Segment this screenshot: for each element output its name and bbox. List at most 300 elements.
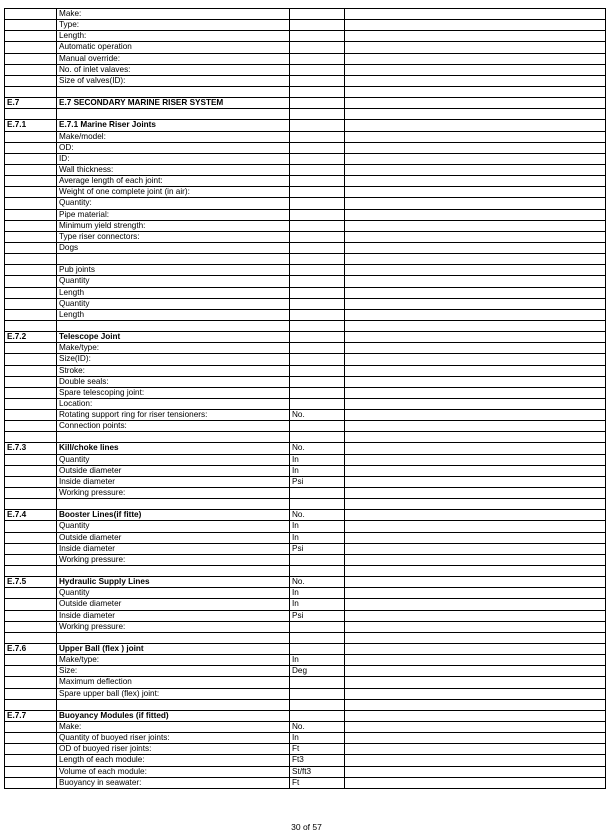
table-row <box>5 320 606 331</box>
table-row <box>5 354 606 365</box>
item-label-cell: Buoyancy Modules (if fitted) <box>57 710 290 721</box>
section-number-cell <box>5 566 57 577</box>
unit-cell <box>290 131 345 142</box>
value-cell <box>345 86 606 97</box>
value-cell <box>345 777 606 788</box>
item-label-cell: Weight of one complete joint (in air): <box>57 187 290 198</box>
unit-cell <box>290 265 345 276</box>
unit-cell <box>290 86 345 97</box>
item-label-cell <box>57 254 290 265</box>
table-row <box>5 254 606 265</box>
section-number-cell <box>5 365 57 376</box>
section-number-cell <box>5 621 57 632</box>
value-cell <box>345 387 606 398</box>
item-label-cell: Make/model: <box>57 131 290 142</box>
section-number-cell <box>5 699 57 710</box>
section-header-row <box>5 443 606 454</box>
value-cell <box>345 176 606 187</box>
unit-cell <box>290 42 345 53</box>
section-header-row <box>5 710 606 721</box>
value-cell <box>345 488 606 499</box>
section-number-cell <box>5 465 57 476</box>
section-number-cell <box>5 599 57 610</box>
unit-cell: St/ft3 <box>290 766 345 777</box>
table-row <box>5 376 606 387</box>
item-label-cell: Double seals: <box>57 376 290 387</box>
item-label-cell: Make/type: <box>57 343 290 354</box>
unit-cell: Ft3 <box>290 755 345 766</box>
section-number-cell <box>5 354 57 365</box>
section-number-cell <box>5 532 57 543</box>
section-number-cell <box>5 488 57 499</box>
value-cell <box>345 265 606 276</box>
item-label-cell: Pub joints <box>57 265 290 276</box>
unit-cell: No. <box>290 510 345 521</box>
table-row <box>5 465 606 476</box>
item-label-cell: Spare telescoping joint: <box>57 387 290 398</box>
table-row <box>5 554 606 565</box>
section-header-row <box>5 644 606 655</box>
table-row <box>5 421 606 432</box>
section-number-cell <box>5 476 57 487</box>
value-cell <box>345 31 606 42</box>
section-header-row <box>5 98 606 109</box>
item-label-cell: Length <box>57 309 290 320</box>
value-cell <box>345 42 606 53</box>
section-number-cell <box>5 755 57 766</box>
unit-cell <box>290 9 345 20</box>
table-row <box>5 621 606 632</box>
unit-cell: In <box>290 521 345 532</box>
section-number-cell <box>5 610 57 621</box>
unit-cell <box>290 365 345 376</box>
table-row <box>5 432 606 443</box>
unit-cell <box>290 142 345 153</box>
value-cell <box>345 666 606 677</box>
section-number-cell <box>5 20 57 31</box>
unit-cell <box>290 644 345 655</box>
value-cell <box>345 722 606 733</box>
value-cell <box>345 309 606 320</box>
item-label-cell: Volume of each module: <box>57 766 290 777</box>
section-number-cell <box>5 287 57 298</box>
section-number-cell <box>5 376 57 387</box>
unit-cell: In <box>290 465 345 476</box>
value-cell <box>345 287 606 298</box>
unit-cell <box>290 354 345 365</box>
unit-cell <box>290 554 345 565</box>
unit-cell <box>290 209 345 220</box>
unit-cell <box>290 220 345 231</box>
section-header-row <box>5 120 606 131</box>
value-cell <box>345 432 606 443</box>
item-label-cell: Maximum deflection <box>57 677 290 688</box>
table-row <box>5 287 606 298</box>
item-label-cell: Manual override: <box>57 53 290 64</box>
section-number-cell: E.7.2 <box>5 332 57 343</box>
item-label-cell: E.7.1 Marine Riser Joints <box>57 120 290 131</box>
item-label-cell: Length: <box>57 31 290 42</box>
value-cell <box>345 655 606 666</box>
section-number-cell <box>5 398 57 409</box>
unit-cell <box>290 198 345 209</box>
section-number-cell <box>5 777 57 788</box>
section-number-cell <box>5 387 57 398</box>
section-number-cell <box>5 722 57 733</box>
item-label-cell: Quantity <box>57 276 290 287</box>
unit-cell <box>290 53 345 64</box>
section-number-cell: E.7 <box>5 98 57 109</box>
table-row <box>5 488 606 499</box>
unit-cell <box>290 566 345 577</box>
table-row <box>5 365 606 376</box>
section-header-row <box>5 510 606 521</box>
table-row <box>5 86 606 97</box>
value-cell <box>345 476 606 487</box>
value-cell <box>345 242 606 253</box>
value-cell <box>345 677 606 688</box>
section-number-cell <box>5 142 57 153</box>
item-label-cell: Quantity of buoyed riser joints: <box>57 733 290 744</box>
item-label-cell <box>57 632 290 643</box>
item-label-cell: Quantity <box>57 588 290 599</box>
section-number-cell <box>5 410 57 421</box>
value-cell <box>345 710 606 721</box>
item-label-cell: Inside diameter <box>57 476 290 487</box>
value-cell <box>345 187 606 198</box>
section-number-cell <box>5 766 57 777</box>
value-cell <box>345 410 606 421</box>
table-row <box>5 532 606 543</box>
section-number-cell <box>5 42 57 53</box>
item-label-cell: Automatic operation <box>57 42 290 53</box>
item-label-cell: Outside diameter <box>57 465 290 476</box>
table-row <box>5 398 606 409</box>
item-label-cell: Rotating support ring for riser tensioners: <box>57 410 290 421</box>
table-row <box>5 666 606 677</box>
section-number-cell: E.7.7 <box>5 710 57 721</box>
section-number-cell <box>5 666 57 677</box>
item-label-cell: Working pressure: <box>57 554 290 565</box>
item-label-cell: Minimum yield strength: <box>57 220 290 231</box>
value-cell <box>345 98 606 109</box>
unit-cell <box>290 632 345 643</box>
value-cell <box>345 699 606 710</box>
table-row <box>5 75 606 86</box>
item-label-cell: Buoyancy in seawater: <box>57 777 290 788</box>
value-cell <box>345 220 606 231</box>
unit-cell <box>290 31 345 42</box>
item-label-cell: Outside diameter <box>57 532 290 543</box>
value-cell <box>345 521 606 532</box>
unit-cell <box>290 287 345 298</box>
section-number-cell <box>5 265 57 276</box>
section-number-cell <box>5 86 57 97</box>
section-number-cell <box>5 588 57 599</box>
value-cell <box>345 153 606 164</box>
item-label-cell: Pipe material: <box>57 209 290 220</box>
item-label-cell: Spare upper ball (flex) joint: <box>57 688 290 699</box>
unit-cell: Ft <box>290 777 345 788</box>
unit-cell: Psi <box>290 610 345 621</box>
item-label-cell: Quantity <box>57 298 290 309</box>
unit-cell <box>290 621 345 632</box>
item-label-cell: Quantity <box>57 454 290 465</box>
value-cell <box>345 543 606 554</box>
unit-cell: No. <box>290 722 345 733</box>
item-label-cell: Quantity: <box>57 198 290 209</box>
item-label-cell <box>57 699 290 710</box>
value-cell <box>345 343 606 354</box>
section-number-cell <box>5 131 57 142</box>
table-row <box>5 231 606 242</box>
section-number-cell <box>5 276 57 287</box>
value-cell <box>345 632 606 643</box>
value-cell <box>345 755 606 766</box>
table-row <box>5 521 606 532</box>
section-header-row <box>5 577 606 588</box>
unit-cell <box>290 231 345 242</box>
unit-cell: No. <box>290 443 345 454</box>
unit-cell <box>290 332 345 343</box>
value-cell <box>345 109 606 120</box>
page-number: 30 of 57 <box>291 822 322 832</box>
unit-cell: In <box>290 454 345 465</box>
value-cell <box>345 9 606 20</box>
section-number-cell: E.7.6 <box>5 644 57 655</box>
unit-cell <box>290 254 345 265</box>
value-cell <box>345 131 606 142</box>
unit-cell <box>290 164 345 175</box>
unit-cell <box>290 376 345 387</box>
item-label-cell: Inside diameter <box>57 610 290 621</box>
section-number-cell <box>5 187 57 198</box>
item-label-cell: Type riser connectors: <box>57 231 290 242</box>
value-cell <box>345 209 606 220</box>
unit-cell: No. <box>290 410 345 421</box>
table-row <box>5 198 606 209</box>
unit-cell: No. <box>290 577 345 588</box>
unit-cell <box>290 20 345 31</box>
item-label-cell: Average length of each joint: <box>57 176 290 187</box>
item-label-cell: Dogs <box>57 242 290 253</box>
section-number-cell: E.7.1 <box>5 120 57 131</box>
table-row <box>5 410 606 421</box>
table-row <box>5 454 606 465</box>
item-label-cell <box>57 432 290 443</box>
value-cell <box>345 421 606 432</box>
unit-cell <box>290 75 345 86</box>
unit-cell <box>290 176 345 187</box>
value-cell <box>345 766 606 777</box>
table-row <box>5 64 606 75</box>
table-row <box>5 298 606 309</box>
item-label-cell: Hydraulic Supply Lines <box>57 577 290 588</box>
table-row <box>5 209 606 220</box>
section-number-cell <box>5 454 57 465</box>
item-label-cell: Location: <box>57 398 290 409</box>
section-number-cell <box>5 632 57 643</box>
table-row <box>5 499 606 510</box>
item-label-cell: Length of each module: <box>57 755 290 766</box>
value-cell <box>345 499 606 510</box>
item-label-cell: Working pressure: <box>57 621 290 632</box>
item-label-cell <box>57 566 290 577</box>
value-cell <box>345 298 606 309</box>
table-row <box>5 387 606 398</box>
section-header-row <box>5 332 606 343</box>
table-row <box>5 588 606 599</box>
value-cell <box>345 733 606 744</box>
unit-cell <box>290 120 345 131</box>
item-label-cell: Wall thickness: <box>57 164 290 175</box>
item-label-cell: Quantity <box>57 521 290 532</box>
item-label-cell: Size(ID): <box>57 354 290 365</box>
section-number-cell <box>5 9 57 20</box>
table-row <box>5 131 606 142</box>
table-row <box>5 20 606 31</box>
value-cell <box>345 454 606 465</box>
unit-cell: Ft <box>290 744 345 755</box>
section-number-cell <box>5 421 57 432</box>
item-label-cell: Outside diameter <box>57 599 290 610</box>
value-cell <box>345 744 606 755</box>
value-cell <box>345 554 606 565</box>
table-row <box>5 699 606 710</box>
unit-cell <box>290 298 345 309</box>
value-cell <box>345 320 606 331</box>
value-cell <box>345 164 606 175</box>
value-cell <box>345 276 606 287</box>
item-label-cell: No. of inlet valaves: <box>57 64 290 75</box>
unit-cell <box>290 98 345 109</box>
unit-cell <box>290 688 345 699</box>
unit-cell <box>290 320 345 331</box>
table-row <box>5 688 606 699</box>
value-cell <box>345 510 606 521</box>
table-row <box>5 777 606 788</box>
section-number-cell <box>5 176 57 187</box>
item-label-cell: Make: <box>57 722 290 733</box>
unit-cell <box>290 64 345 75</box>
table-row <box>5 42 606 53</box>
section-number-cell <box>5 75 57 86</box>
value-cell <box>345 465 606 476</box>
table-row <box>5 677 606 688</box>
item-label-cell: Make: <box>57 9 290 20</box>
value-cell <box>345 688 606 699</box>
item-label-cell: Kill/choke lines <box>57 443 290 454</box>
value-cell <box>345 577 606 588</box>
item-label-cell: Length <box>57 287 290 298</box>
section-number-cell <box>5 655 57 666</box>
table-row <box>5 543 606 554</box>
item-label-cell: Working pressure: <box>57 488 290 499</box>
section-number-cell: E.7.3 <box>5 443 57 454</box>
unit-cell <box>290 153 345 164</box>
section-number-cell <box>5 309 57 320</box>
item-label-cell: Stroke: <box>57 365 290 376</box>
unit-cell <box>290 109 345 120</box>
table-row <box>5 610 606 621</box>
value-cell <box>345 532 606 543</box>
item-label-cell <box>57 109 290 120</box>
table-row <box>5 733 606 744</box>
section-number-cell <box>5 543 57 554</box>
section-number-cell <box>5 432 57 443</box>
table-row <box>5 722 606 733</box>
table-row <box>5 566 606 577</box>
value-cell <box>345 254 606 265</box>
table-row <box>5 755 606 766</box>
table-row <box>5 766 606 777</box>
unit-cell <box>290 398 345 409</box>
value-cell <box>345 376 606 387</box>
section-number-cell <box>5 231 57 242</box>
table-row <box>5 744 606 755</box>
table-row <box>5 343 606 354</box>
section-number-cell <box>5 554 57 565</box>
table-row <box>5 153 606 164</box>
value-cell <box>345 588 606 599</box>
item-label-cell <box>57 320 290 331</box>
table-row <box>5 476 606 487</box>
table-row <box>5 265 606 276</box>
section-number-cell <box>5 53 57 64</box>
unit-cell: In <box>290 532 345 543</box>
value-cell <box>345 599 606 610</box>
value-cell <box>345 231 606 242</box>
table-row <box>5 599 606 610</box>
unit-cell <box>290 432 345 443</box>
value-cell <box>345 398 606 409</box>
table-row <box>5 9 606 20</box>
table-row <box>5 655 606 666</box>
unit-cell <box>290 499 345 510</box>
unit-cell: Psi <box>290 543 345 554</box>
unit-cell <box>290 276 345 287</box>
section-number-cell <box>5 220 57 231</box>
unit-cell: In <box>290 599 345 610</box>
item-label-cell <box>57 86 290 97</box>
table-row <box>5 142 606 153</box>
table-row <box>5 309 606 320</box>
value-cell <box>345 365 606 376</box>
unit-cell <box>290 343 345 354</box>
item-label-cell: Telescope Joint <box>57 332 290 343</box>
table-row <box>5 53 606 64</box>
section-number-cell <box>5 64 57 75</box>
value-cell <box>345 621 606 632</box>
section-number-cell <box>5 209 57 220</box>
value-cell <box>345 75 606 86</box>
unit-cell <box>290 421 345 432</box>
section-number-cell <box>5 343 57 354</box>
value-cell <box>345 610 606 621</box>
specification-table <box>4 8 606 789</box>
table-row <box>5 187 606 198</box>
section-number-cell <box>5 677 57 688</box>
value-cell <box>345 198 606 209</box>
item-label-cell: Upper Ball (flex ) joint <box>57 644 290 655</box>
unit-cell <box>290 242 345 253</box>
table-row <box>5 164 606 175</box>
item-label-cell: Connection points: <box>57 421 290 432</box>
section-number-cell <box>5 198 57 209</box>
value-cell <box>345 142 606 153</box>
value-cell <box>345 332 606 343</box>
item-label-cell: Booster Lines(if fitte) <box>57 510 290 521</box>
